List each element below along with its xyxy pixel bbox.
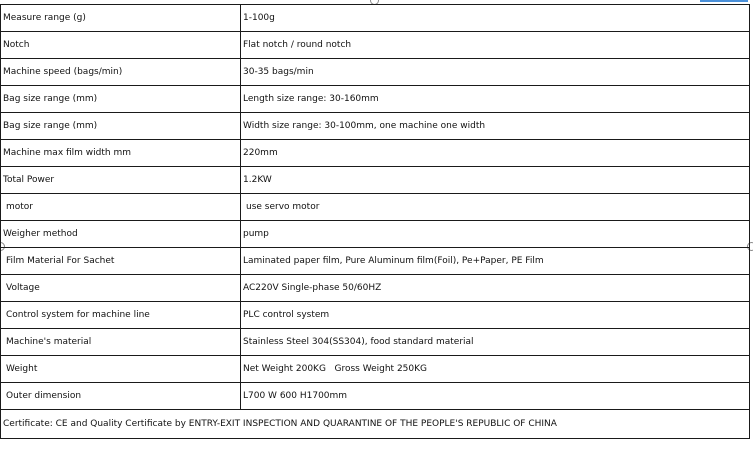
table-row — [1, 248, 750, 275]
spec-value: 1-100g — [241, 5, 750, 32]
table-row — [1, 275, 750, 302]
table-row — [1, 356, 750, 383]
table-row — [1, 59, 750, 86]
spec-value: PLC control system — [241, 302, 750, 329]
spec-value: 30-35 bags/min — [241, 59, 750, 86]
spec-label: Measure range (g) — [1, 5, 241, 32]
spec-label: Outer dimension — [1, 383, 241, 410]
table-row — [1, 113, 750, 140]
table-row — [1, 86, 750, 113]
table-row — [1, 302, 750, 329]
table-row — [1, 329, 750, 356]
table-row — [1, 194, 750, 221]
spec-value: use servo motor — [241, 194, 750, 221]
table-row — [1, 383, 750, 410]
spec-label: Voltage — [1, 275, 241, 302]
spec-label: Weigher method — [1, 221, 241, 248]
spec-value: Laminated paper film, Pure Aluminum film(Foil), Pe+Paper, PE Film — [241, 248, 750, 275]
selection-accent-bar — [700, 0, 748, 2]
spec-label: Machine's material — [1, 329, 241, 356]
spec-label: motor — [1, 194, 241, 221]
spec-value: 220mm — [241, 140, 750, 167]
spec-value: Length size range: 30-160mm — [241, 86, 750, 113]
spec-label: Bag size range (mm) — [1, 86, 241, 113]
table-row — [1, 140, 750, 167]
spec-value: Width size range: 30-100mm, one machine one width — [241, 113, 750, 140]
spec-label: Total Power — [1, 167, 241, 194]
spec-label: Notch — [1, 32, 241, 59]
spec-label: Bag size range (mm) — [1, 113, 241, 140]
spec-value: AC220V Single-phase 50/60HZ — [241, 275, 750, 302]
table-row — [1, 410, 750, 439]
table-row — [1, 167, 750, 194]
spec-value: pump — [241, 221, 750, 248]
spec-label: Film Material For Sachet — [1, 248, 241, 275]
spec-value: Stainless Steel 304(SS304), food standard material — [241, 329, 750, 356]
spec-value: Net Weight 200KG Gross Weight 250KG — [241, 356, 750, 383]
spec-value: 1.2KW — [241, 167, 750, 194]
spec-label: Machine max film width mm — [1, 140, 241, 167]
spec-label: Control system for machine line — [1, 302, 241, 329]
spec-label: Weight — [1, 356, 241, 383]
spec-label: Machine speed (bags/min) — [1, 59, 241, 86]
spec-value: L700 W 600 H1700mm — [241, 383, 750, 410]
table-row — [1, 32, 750, 59]
spec-table — [0, 4, 750, 439]
spec-value: Flat notch / round notch — [241, 32, 750, 59]
table-row — [1, 5, 750, 32]
table-row — [1, 221, 750, 248]
certificate-note: Certificate: CE and Quality Certificate by ENTRY-EXIT INSPECTION AND QUARANTINE OF THE PEOPLE'S REPUBLIC OF CHINA — [1, 410, 750, 439]
